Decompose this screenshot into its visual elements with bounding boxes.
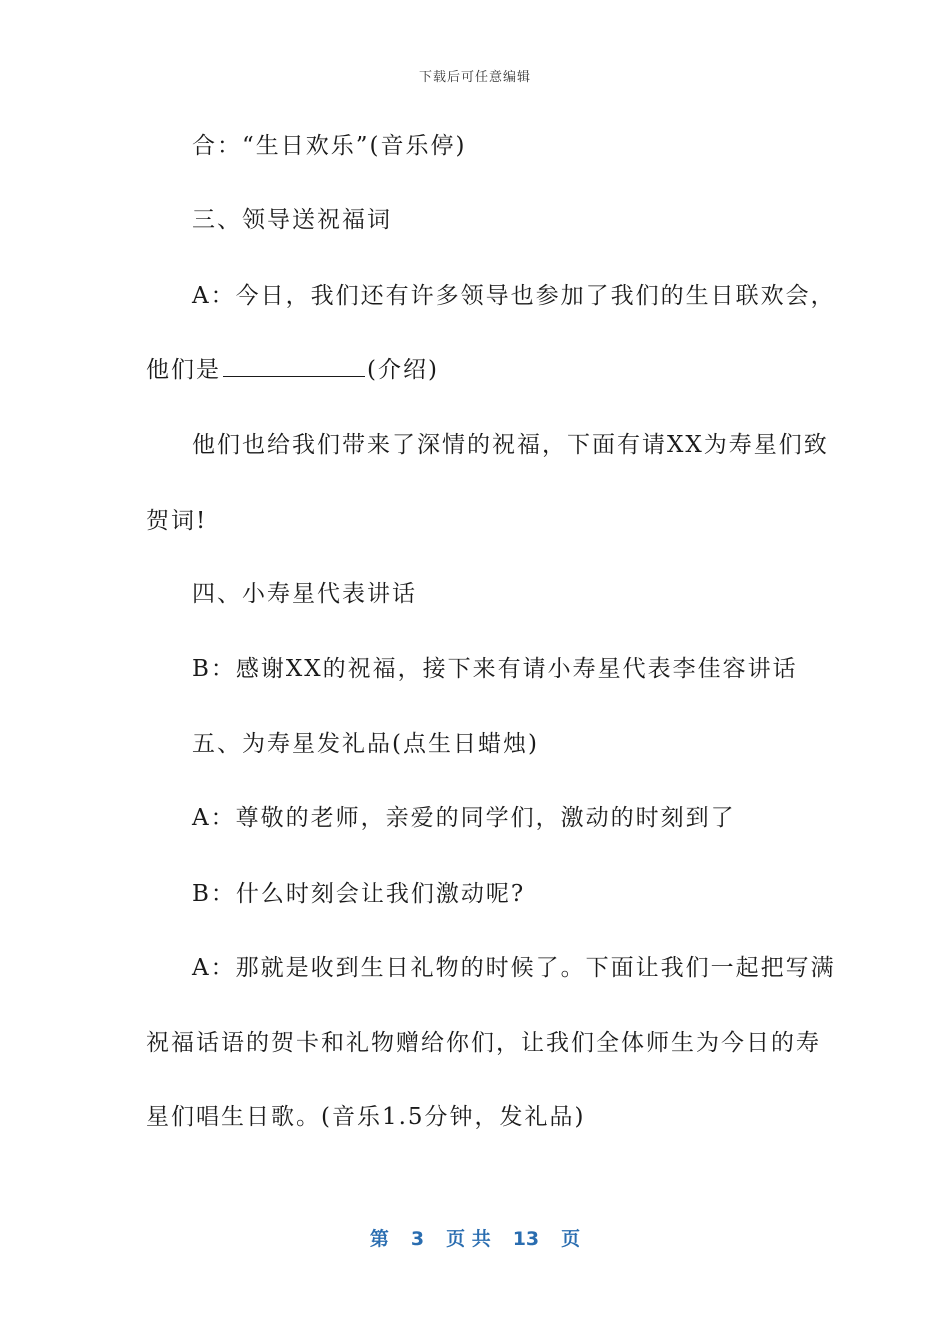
text-line-b1: B：感谢XX的祝福，接下来有请小寿星代表李佳容讲话 [192, 656, 798, 682]
text-line-a2: A：尊敬的老师，亲爱的同学们，激动的时刻到了 [192, 805, 736, 831]
text-line-1: 合：“生日欢乐”(音乐停) [192, 133, 467, 159]
page-prefix: 第 [369, 1228, 389, 1250]
intro-lead: 他们是 [146, 357, 221, 383]
section-heading-3: 三、领导送祝福词 [192, 207, 392, 233]
section-heading-5: 五、为寿星发礼品(点生日蜡烛) [192, 731, 539, 757]
page-mid: 页 共 [446, 1228, 491, 1250]
text-line-b2: B：什么时刻会让我们激动呢? [192, 881, 526, 907]
text-line-a3-cont2: 星们唱生日歌。(音乐1.5分钟，发礼品) [146, 1104, 586, 1130]
page-suffix: 页 [561, 1228, 581, 1250]
text-line-a3-cont1: 祝福话语的贺卡和礼物赠给你们，让我们全体师生为今日的寿 [146, 1030, 821, 1056]
page-total: 13 [512, 1228, 540, 1250]
page-current: 3 [410, 1228, 425, 1250]
header-note: 下载后可任意编辑 [418, 70, 531, 85]
page-number-footer [0, 1224, 950, 1251]
section-heading-4: 四、小寿星代表讲话 [192, 581, 417, 607]
intro-tail: (介绍) [367, 357, 439, 383]
text-line-blessing-cont: 贺词! [146, 508, 208, 534]
fill-in-blank [223, 356, 365, 377]
text-line-a1: A：今日，我们还有许多领导也参加了我们的生日联欢会， [192, 283, 836, 309]
text-line-intro [146, 355, 439, 385]
text-line-blessing: 他们也给我们带来了深情的祝福，下面有请XX为寿星们致 [192, 432, 829, 458]
text-line-a3: A：那就是收到生日礼物的时候了。下面让我们一起把写满 [192, 955, 836, 981]
